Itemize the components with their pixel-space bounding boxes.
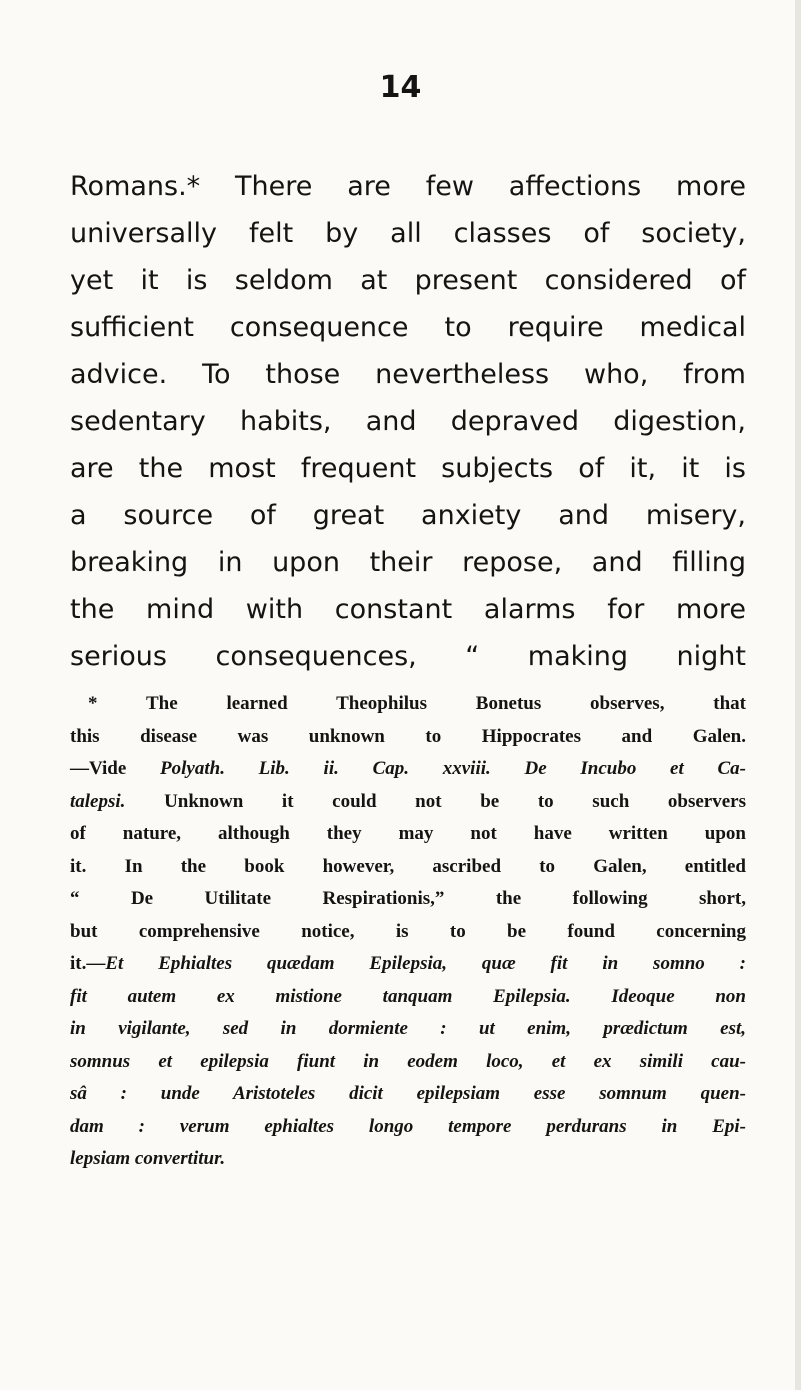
footnote-line: it. In the book however, ascribed to Galen, entitled — [70, 855, 746, 877]
footnote-line: but comprehensive notice, is to be found concerning — [70, 920, 746, 942]
main-text-block — [70, 163, 746, 680]
main-text-line: breaking in upon their repose, and filling — [70, 547, 746, 578]
main-text-line: serious consequences, “ making night — [70, 641, 746, 672]
footnote-latin-quote: Et Ephialtes quædam Epilepsia, quæ fit in somno : — [105, 953, 746, 974]
footnote-line: “ De Utilitate Respirationis,” the following short, — [70, 888, 746, 909]
main-text-line: are the most frequent subjects of it, it is — [70, 453, 746, 484]
main-text-line: sedentary habits, and depraved digestion, — [70, 406, 746, 437]
footnote-latin-line: sâ : unde Aristoteles dicit epilepsiam esse somnum quen- — [70, 1083, 746, 1104]
main-text-line: the mind with constant alarms for more — [70, 594, 746, 625]
main-text-line: a source of great anxiety and misery, — [70, 500, 746, 531]
main-text-line: yet it is seldom at present considered of — [70, 265, 746, 296]
page-edge — [795, 0, 801, 1390]
footnote-latin-line: in vigilante, sed in dormiente : ut enim, prædictum est, — [70, 1018, 746, 1039]
footnote-citation: talepsi. — [70, 790, 126, 812]
footnote-text: it.— — [70, 953, 106, 974]
footnote-block — [70, 688, 746, 1176]
footnote-line — [70, 753, 746, 786]
footnote-line: * The learned Theophilus Bonetus observes, that — [88, 693, 746, 714]
page-number: 14 — [379, 70, 422, 105]
footnote-citation: Polyath. Lib. ii. Cap. xxviii. De Incubo et Ca- — [160, 758, 746, 779]
footnote-text: Unknown it could not be to such observers — [125, 790, 746, 812]
footnote-latin-line: fit autem ex mistione tanquam Epilepsia. Ideoque non — [70, 985, 746, 1007]
main-text-line: advice. To those nevertheless who, from — [70, 359, 746, 390]
footnote-latin-line: lepsiam convertitur. — [70, 1148, 226, 1169]
footnote-text: —Vide — [70, 758, 161, 779]
main-text-line: Romans.* There are few affections more — [70, 171, 746, 202]
footnote-line: this disease was unknown to Hippocrates and Galen. — [70, 725, 746, 747]
footnote-latin-line: somnus et epilepsia fiunt in eodem loco, et ex simili cau- — [70, 1050, 746, 1072]
footnote-line — [70, 786, 746, 819]
footnote-line — [70, 948, 746, 981]
footnote-latin-line: dam : verum ephialtes longo tempore perdurans in Epi- — [70, 1115, 746, 1137]
main-text-line: sufficient consequence to require medical — [70, 312, 746, 343]
main-text-line: universally felt by all classes of society, — [70, 218, 746, 249]
footnote-line: of nature, although they may not have written upon — [70, 823, 746, 844]
